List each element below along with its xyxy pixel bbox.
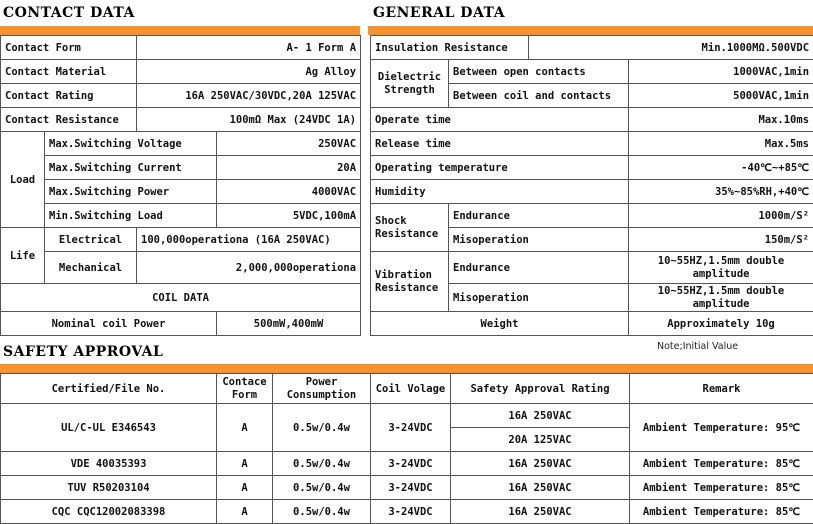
cert-file-cell: TUV R50203104: [1, 476, 217, 500]
table-row: [371, 156, 813, 180]
header-remark: Remark: [630, 374, 813, 404]
contact-form-cell: A: [217, 476, 273, 500]
table-row: [371, 108, 813, 132]
table-row: [1, 452, 813, 476]
vibration-endurance-label: Endurance: [449, 252, 629, 284]
remark-cell: Ambient Temperature: 95℃: [630, 404, 813, 452]
general-data-table: [370, 35, 813, 336]
load-group-label: Load: [1, 132, 45, 228]
nominal-coil-power-value: 500mW,400mW: [217, 312, 361, 336]
min-switching-load-label: Min.Switching Load: [45, 204, 217, 228]
contact-material-label: Contact Material: [1, 60, 137, 84]
contact-data-table: [0, 35, 361, 336]
max-switching-power-label: Max.Switching Power: [45, 180, 217, 204]
vibration-resistance-label: Vibration Resistance: [371, 252, 449, 312]
contact-form-cell: A: [217, 452, 273, 476]
life-electrical-label: Electrical: [45, 228, 137, 252]
contact-material-value: Ag Alloy: [137, 60, 361, 84]
table-row: [1, 36, 361, 60]
coil-voltage-cell: 3-24VDC: [371, 500, 451, 524]
table-row: [1, 252, 361, 284]
shock-endurance-label: Endurance: [449, 204, 629, 228]
weight-label: Weight: [371, 312, 629, 336]
table-row: [1, 108, 361, 132]
rating-cell: 16A 250VAC: [451, 452, 630, 476]
life-electrical-value: 100,000operationa (16A 250VAC): [137, 228, 361, 252]
table-row: [1, 476, 813, 500]
power-cell: 0.5w/0.4w: [273, 500, 371, 524]
power-cell: 0.5w/0.4w: [273, 452, 371, 476]
table-row: [371, 180, 813, 204]
table-row: [371, 204, 813, 228]
contact-resistance-label: Contact Resistance: [1, 108, 137, 132]
life-mechanical-value: 2,000,000operationa: [137, 252, 361, 284]
operating-temperature-value: -40℃~+85℃: [629, 156, 813, 180]
vibration-misoperation-value: 10~55HZ,1.5mm double amplitude: [629, 284, 813, 312]
general-data-title: GENERAL DATA: [373, 5, 505, 21]
power-cell: 0.5w/0.4w: [273, 476, 371, 500]
contact-form-cell: A: [217, 404, 273, 452]
dielectric-open-value: 1000VAC,1min: [629, 60, 813, 84]
humidity-value: 35%~85%RH,+40℃: [629, 180, 813, 204]
humidity-label: Humidity: [371, 180, 629, 204]
operate-time-value: Max.10ms: [629, 108, 813, 132]
header-power-consumption: Power Consumption: [273, 374, 371, 404]
max-switching-voltage-label: Max.Switching Voltage: [45, 132, 217, 156]
coil-voltage-cell: 3-24VDC: [371, 404, 451, 452]
table-row: [1, 84, 361, 108]
table-row: [371, 132, 813, 156]
cert-file-cell: UL/C-UL E346543: [1, 404, 217, 452]
power-cell: 0.5w/0.4w: [273, 404, 371, 452]
coil-voltage-cell: 3-24VDC: [371, 452, 451, 476]
remark-cell: Ambient Temperature: 85℃: [630, 452, 813, 476]
release-time-value: Max.5ms: [629, 132, 813, 156]
max-switching-power-value: 4000VAC: [217, 180, 361, 204]
rating-cell: 16A 250VAC: [451, 404, 630, 428]
rating-cell: 16A 250VAC: [451, 476, 630, 500]
remark-cell: Ambient Temperature: 85℃: [630, 476, 813, 500]
table-row: [1, 404, 813, 428]
table-row: [1, 284, 361, 312]
dielectric-strength-label: Dielectric Strength: [371, 60, 449, 108]
cert-file-cell: VDE 40035393: [1, 452, 217, 476]
max-switching-voltage-value: 250VAC: [217, 132, 361, 156]
max-switching-current-value: 20A: [217, 156, 361, 180]
vibration-misoperation-label: Misoperation: [449, 284, 629, 312]
rating-cell: 16A 250VAC: [451, 500, 630, 524]
nominal-coil-power-label: Nominal coil Power: [1, 312, 217, 336]
header-coil-voltage: Coil Volage: [371, 374, 451, 404]
initial-value-note: Note;Initial Value: [657, 341, 738, 352]
operating-temperature-label: Operating temperature: [371, 156, 629, 180]
table-row: [1, 228, 361, 252]
table-header-row: [1, 374, 813, 404]
table-row: [1, 180, 361, 204]
coil-voltage-cell: 3-24VDC: [371, 476, 451, 500]
table-row: [371, 252, 813, 284]
dielectric-coil-value: 5000VAC,1min: [629, 84, 813, 108]
header-contact-form: Contace Form: [217, 374, 273, 404]
cert-file-cell: CQC CQC12002083398: [1, 500, 217, 524]
min-switching-load-value: 5VDC,100mA: [217, 204, 361, 228]
insulation-resistance-label: Insulation Resistance: [371, 36, 529, 60]
table-row: [1, 132, 361, 156]
coil-data-title: COIL DATA: [1, 284, 361, 312]
contact-accent-bar: [0, 26, 360, 35]
table-row: [1, 312, 361, 336]
insulation-resistance-value: Min.1000MΩ.500VDC: [529, 36, 813, 60]
table-row: [371, 60, 813, 84]
remark-cell: Ambient Temperature: 85℃: [630, 500, 813, 524]
contact-form-cell: A: [217, 500, 273, 524]
shock-resistance-label: Shock Resistance: [371, 204, 449, 252]
general-accent-bar: [368, 26, 813, 35]
shock-misoperation-label: Misoperation: [449, 228, 629, 252]
table-row: [1, 156, 361, 180]
header-safety-rating: Safety Approval Rating: [451, 374, 630, 404]
dielectric-open-label: Between open contacts: [449, 60, 629, 84]
contact-rating-label: Contact Rating: [1, 84, 137, 108]
operate-time-label: Operate time: [371, 108, 629, 132]
release-time-label: Release time: [371, 132, 629, 156]
rating-cell: 20A 125VAC: [451, 428, 630, 452]
contact-form-value: A- 1 Form A: [137, 36, 361, 60]
contact-form-label: Contact Form: [1, 36, 137, 60]
table-row: [371, 312, 813, 336]
table-row: [371, 36, 813, 60]
shock-endurance-value: 1000m/S²: [629, 204, 813, 228]
life-mechanical-label: Mechanical: [45, 252, 137, 284]
contact-data-title: CONTACT DATA: [3, 5, 135, 21]
safety-accent-bar: [0, 364, 813, 373]
dielectric-coil-label: Between coil and contacts: [449, 84, 629, 108]
contact-rating-value: 16A 250VAC/30VDC,20A 125VAC: [137, 84, 361, 108]
weight-value: Approximately 10g: [629, 312, 813, 336]
vibration-endurance-value: 10~55HZ,1.5mm double amplitude: [629, 252, 813, 284]
life-group-label: Life: [1, 228, 45, 284]
table-row: [1, 60, 361, 84]
safety-approval-title: SAFETY APPROVAL: [3, 344, 163, 360]
safety-approval-table: [0, 373, 813, 524]
header-certified-file: Certified/File No.: [1, 374, 217, 404]
contact-resistance-value: 100mΩ Max (24VDC 1A): [137, 108, 361, 132]
table-row: [1, 204, 361, 228]
table-row: [1, 500, 813, 524]
shock-misoperation-value: 150m/S²: [629, 228, 813, 252]
max-switching-current-label: Max.Switching Current: [45, 156, 217, 180]
